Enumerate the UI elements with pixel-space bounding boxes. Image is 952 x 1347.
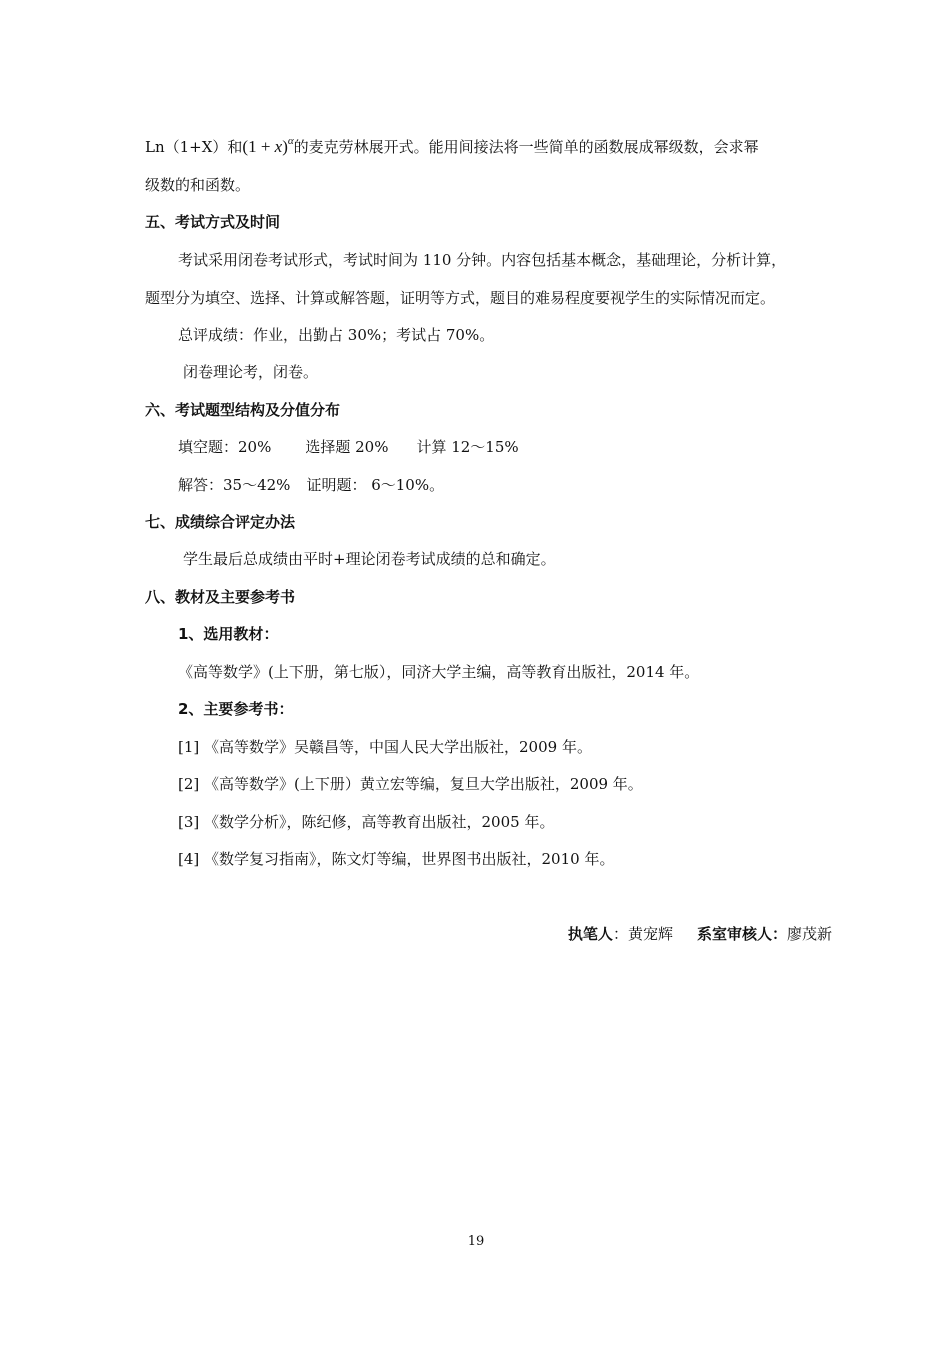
intro-line-1 — [145, 131, 759, 157]
reviewer-name: 廖茂新 — [786, 925, 832, 943]
section6-heading: 六、考试题型结构及分值分布 — [145, 401, 341, 419]
author-separator: ： — [612, 925, 628, 943]
page-number: 19 — [467, 1234, 485, 1249]
choice-weight: 选择题 20% — [305, 438, 389, 456]
intro-line-2: 级数的和函数。 — [145, 176, 251, 194]
section5-paragraph-line-2: 题型分为填空、选择、计算或解答题，证明等方式，题目的难易程度要视学生的实际情况而定。 — [145, 289, 776, 307]
intro-prefix: Ln（1+X）和 — [145, 138, 243, 156]
reference-item: [2] 《高等数学》(上下册）黄立宏等编，复旦大学出版社，2009 年。 — [178, 775, 643, 793]
formula-var: x — [274, 137, 283, 156]
textbook-subheading: 1、选用教材： — [178, 625, 279, 643]
section7-heading: 七、成绩综合评定办法 — [145, 513, 296, 531]
section5-exam-type: 闭卷理论考，闭卷。 — [183, 363, 319, 381]
formula-open: (1 + — [242, 137, 275, 156]
reference-item: [3] 《数学分析》，陈纪修，高等教育出版社，2005 年。 — [178, 813, 555, 831]
formula-exponent: α — [287, 135, 294, 147]
author-label: 执笔人 — [567, 925, 613, 943]
section8-heading: 八、教材及主要参考书 — [145, 588, 296, 606]
calc-weight: 计算 12～15% — [416, 438, 519, 456]
reference-item: [4] 《数学复习指南》，陈文灯等编，世界图书出版社，2010 年。 — [178, 850, 615, 868]
signature-line — [568, 924, 832, 944]
intro-suffix: 的麦克劳林展开式。能用间接法将一些简单的函数展成幂级数，会求幂 — [293, 138, 759, 156]
fill-blank-weight: 填空题：20% — [178, 438, 272, 456]
section6-line-2 — [178, 475, 444, 495]
reference-item: [1] 《高等数学》吴赣昌等，中国人民大学出版社，2009 年。 — [178, 738, 592, 756]
proof-weight: 证明题： 6～10%。 — [306, 476, 445, 494]
section5-grading: 总评成绩：作业，出勤占 30%；考试占 70%。 — [178, 326, 495, 344]
section6-line-1 — [178, 437, 519, 457]
formula-close: ) — [282, 137, 288, 156]
author-name: 黄宠辉 — [627, 925, 673, 943]
section5-heading: 五、考试方式及时间 — [145, 213, 281, 231]
section5-paragraph-line-1: 考试采用闭卷考试形式，考试时间为 110 分钟。内容包括基本概念，基础理论，分析计算， — [178, 251, 787, 269]
maclaurin-formula — [242, 137, 293, 156]
references-subheading: 2、主要参考书： — [178, 700, 294, 718]
textbook-entry: 《高等数学》(上下册，第七版），同济大学主编，高等教育出版社，2014 年。 — [178, 663, 700, 681]
section7-text: 学生最后总成绩由平时+理论闭卷考试成绩的总和确定。 — [183, 550, 556, 568]
answer-weight: 解答：35～42% — [178, 476, 291, 494]
reviewer-label: 系室审核人： — [696, 925, 787, 943]
